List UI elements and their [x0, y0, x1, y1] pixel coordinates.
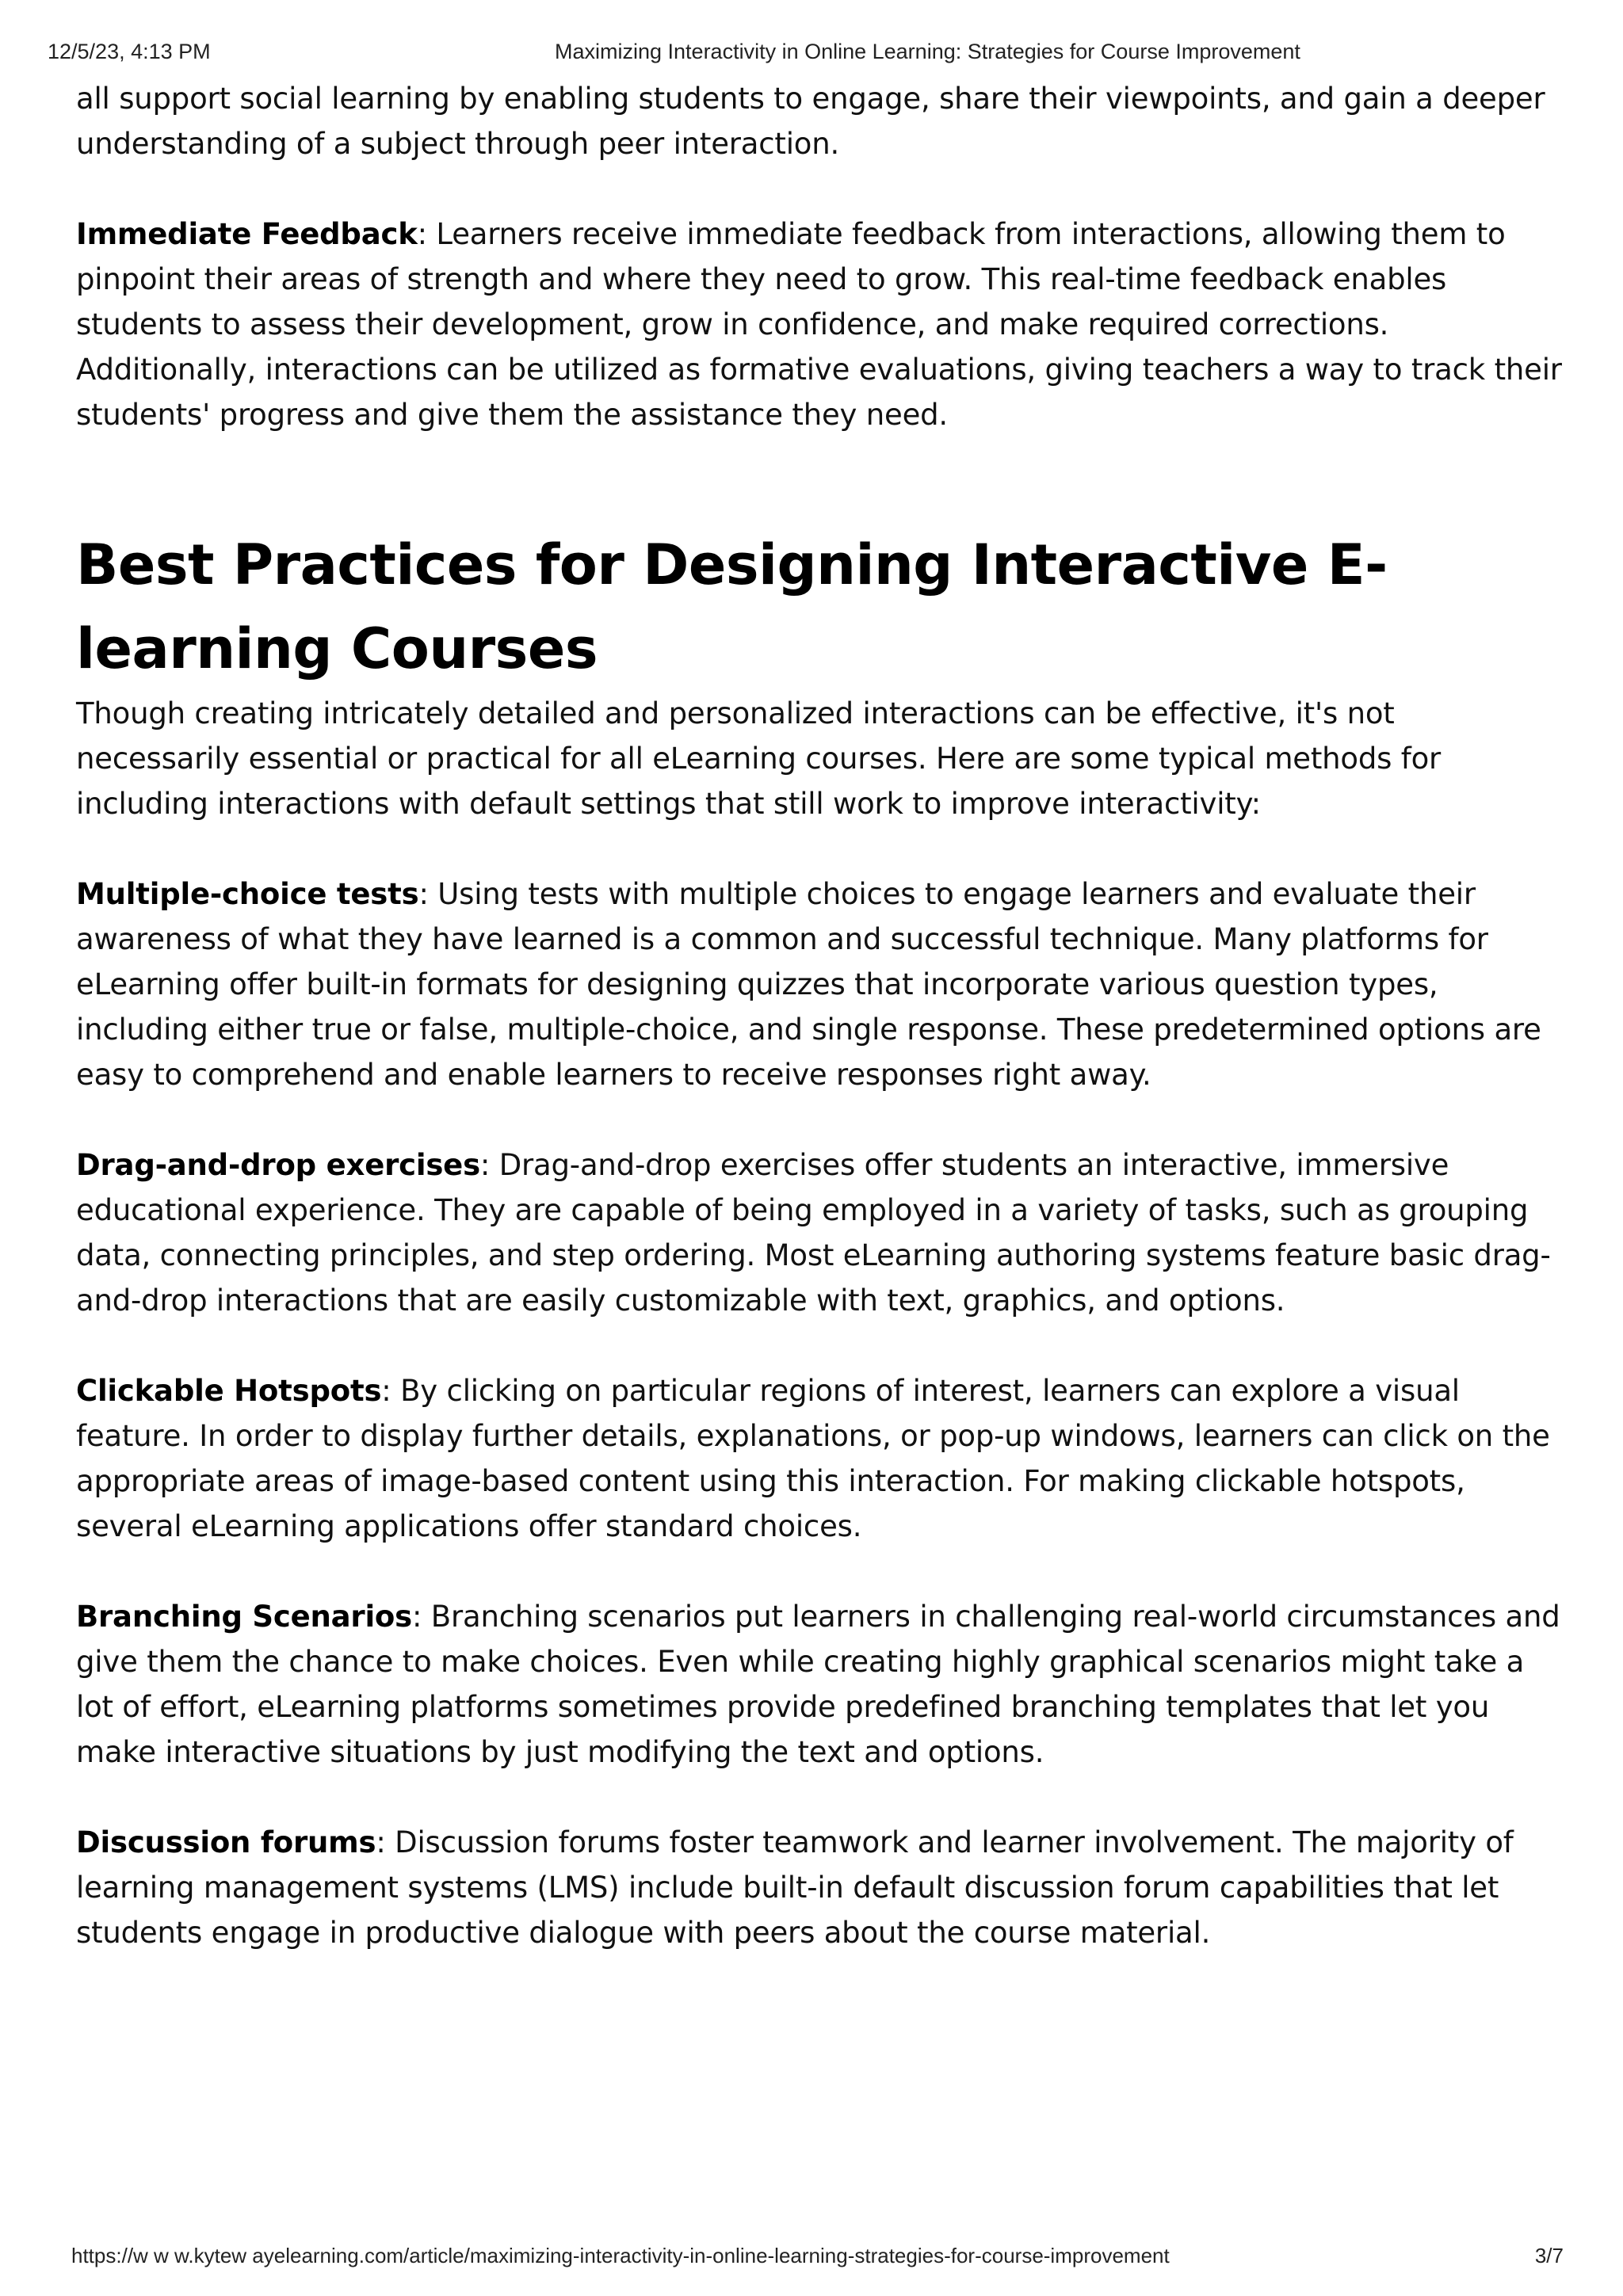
print-page-number: 3/7 — [1534, 2244, 1564, 2267]
section-intro-paragraph: Though creating intricately detailed and personalized interactions can be effective, it's not necessarily essential or practical for all eLearning courses. Here are some typical methods for including interactions with default settings that still work to improve interactivity: — [76, 696, 1442, 821]
practice-item-multiple-choice — [76, 871, 1566, 1097]
practice-text: : Branching scenarios put learners in challenging real-world circumstances and give them the chance to make choices. Even while creating highly graphical scenarios might take a lot of effort, eLearning platforms sometimes provide predefined branching templates that let you make interactive situations by just modifying the text and options. — [76, 1600, 1560, 1769]
practice-text: : Discussion forums foster teamwork and learner involvement. The majority of learning management systems (LMS) include built-in default discussion forum capabilities that let students engage in productive dialogue with peers about the course material. — [76, 1825, 1514, 1950]
practice-term: Drag-and-drop exercises — [76, 1148, 480, 1182]
print-page-title: Maximizing Interactivity in Online Learning: Strategies for Course Improvement — [555, 40, 1300, 63]
practice-term: Discussion forums — [76, 1825, 376, 1859]
practice-term: Branching Scenarios — [76, 1600, 412, 1634]
immediate-feedback-paragraph — [76, 212, 1566, 437]
print-header — [0, 40, 1623, 71]
practice-item-drag-and-drop — [76, 1142, 1566, 1323]
practice-item-discussion-forums — [76, 1820, 1566, 1955]
practice-text: : Using tests with multiple choices to engage learners and evaluate their awareness of what they have learned is a common and successful technique. Many platforms for eLearning offer built-in formats for designing quizzes that incorporate various question types, including either true or false, multiple-choice, and single response. These predetermined options are easy to comprehend and enable learners to receive responses right away. — [76, 877, 1541, 1092]
practice-text: : By clicking on particular regions of interest, learners can explore a visual feature. In order to display further details, explanations, or pop-up windows, learners can click on the appropriate areas of image-based content using this interaction. For making clickable hotspots, several eLearning applications offer standard choices. — [76, 1374, 1550, 1543]
immediate-feedback-text: : Learners receive immediate feedback from interactions, allowing them to pinpoint their areas of strength and where they need to grow. This real-time feedback enables students to assess their development, grow in confidence, and make required corrections. Additionally, interactions can be utilized as formative evaluations, giving teachers a way to track their students' progress and give them the assistance they need. — [76, 217, 1562, 432]
practice-term: Multiple-choice tests — [76, 877, 419, 911]
practice-text: : Drag-and-drop exercises offer students an interactive, immersive educational experience. They are capable of being employed in a variety of tasks, such as grouping data, connecting principles, and step ordering. Most eLearning authoring systems feature basic drag-and-drop interactions that are easily customizable with text, graphics, and options. — [76, 1148, 1551, 1318]
print-footer — [0, 2244, 1623, 2275]
immediate-feedback-term: Immediate Feedback — [76, 217, 418, 251]
article-content — [76, 76, 1566, 1955]
print-page-url: https://w w w.kytew ayelearning.com/article/maximizing-interactivity-in-online-learning-strategies-for-course-improvement — [71, 2244, 1170, 2267]
practice-item-branching-scenarios — [76, 1594, 1566, 1775]
practice-item-clickable-hotspots — [76, 1368, 1566, 1549]
practice-term: Clickable Hotspots — [76, 1374, 382, 1408]
section-heading: Best Practices for Designing Interactive E-learning Courses — [76, 532, 1388, 681]
intro-continuation-paragraph: all support social learning by enabling students to engage, share their viewpoints, and gain a deeper understanding of a subject through peer interaction. — [76, 82, 1545, 161]
print-datetime: 12/5/23, 4:13 PM — [48, 40, 211, 63]
